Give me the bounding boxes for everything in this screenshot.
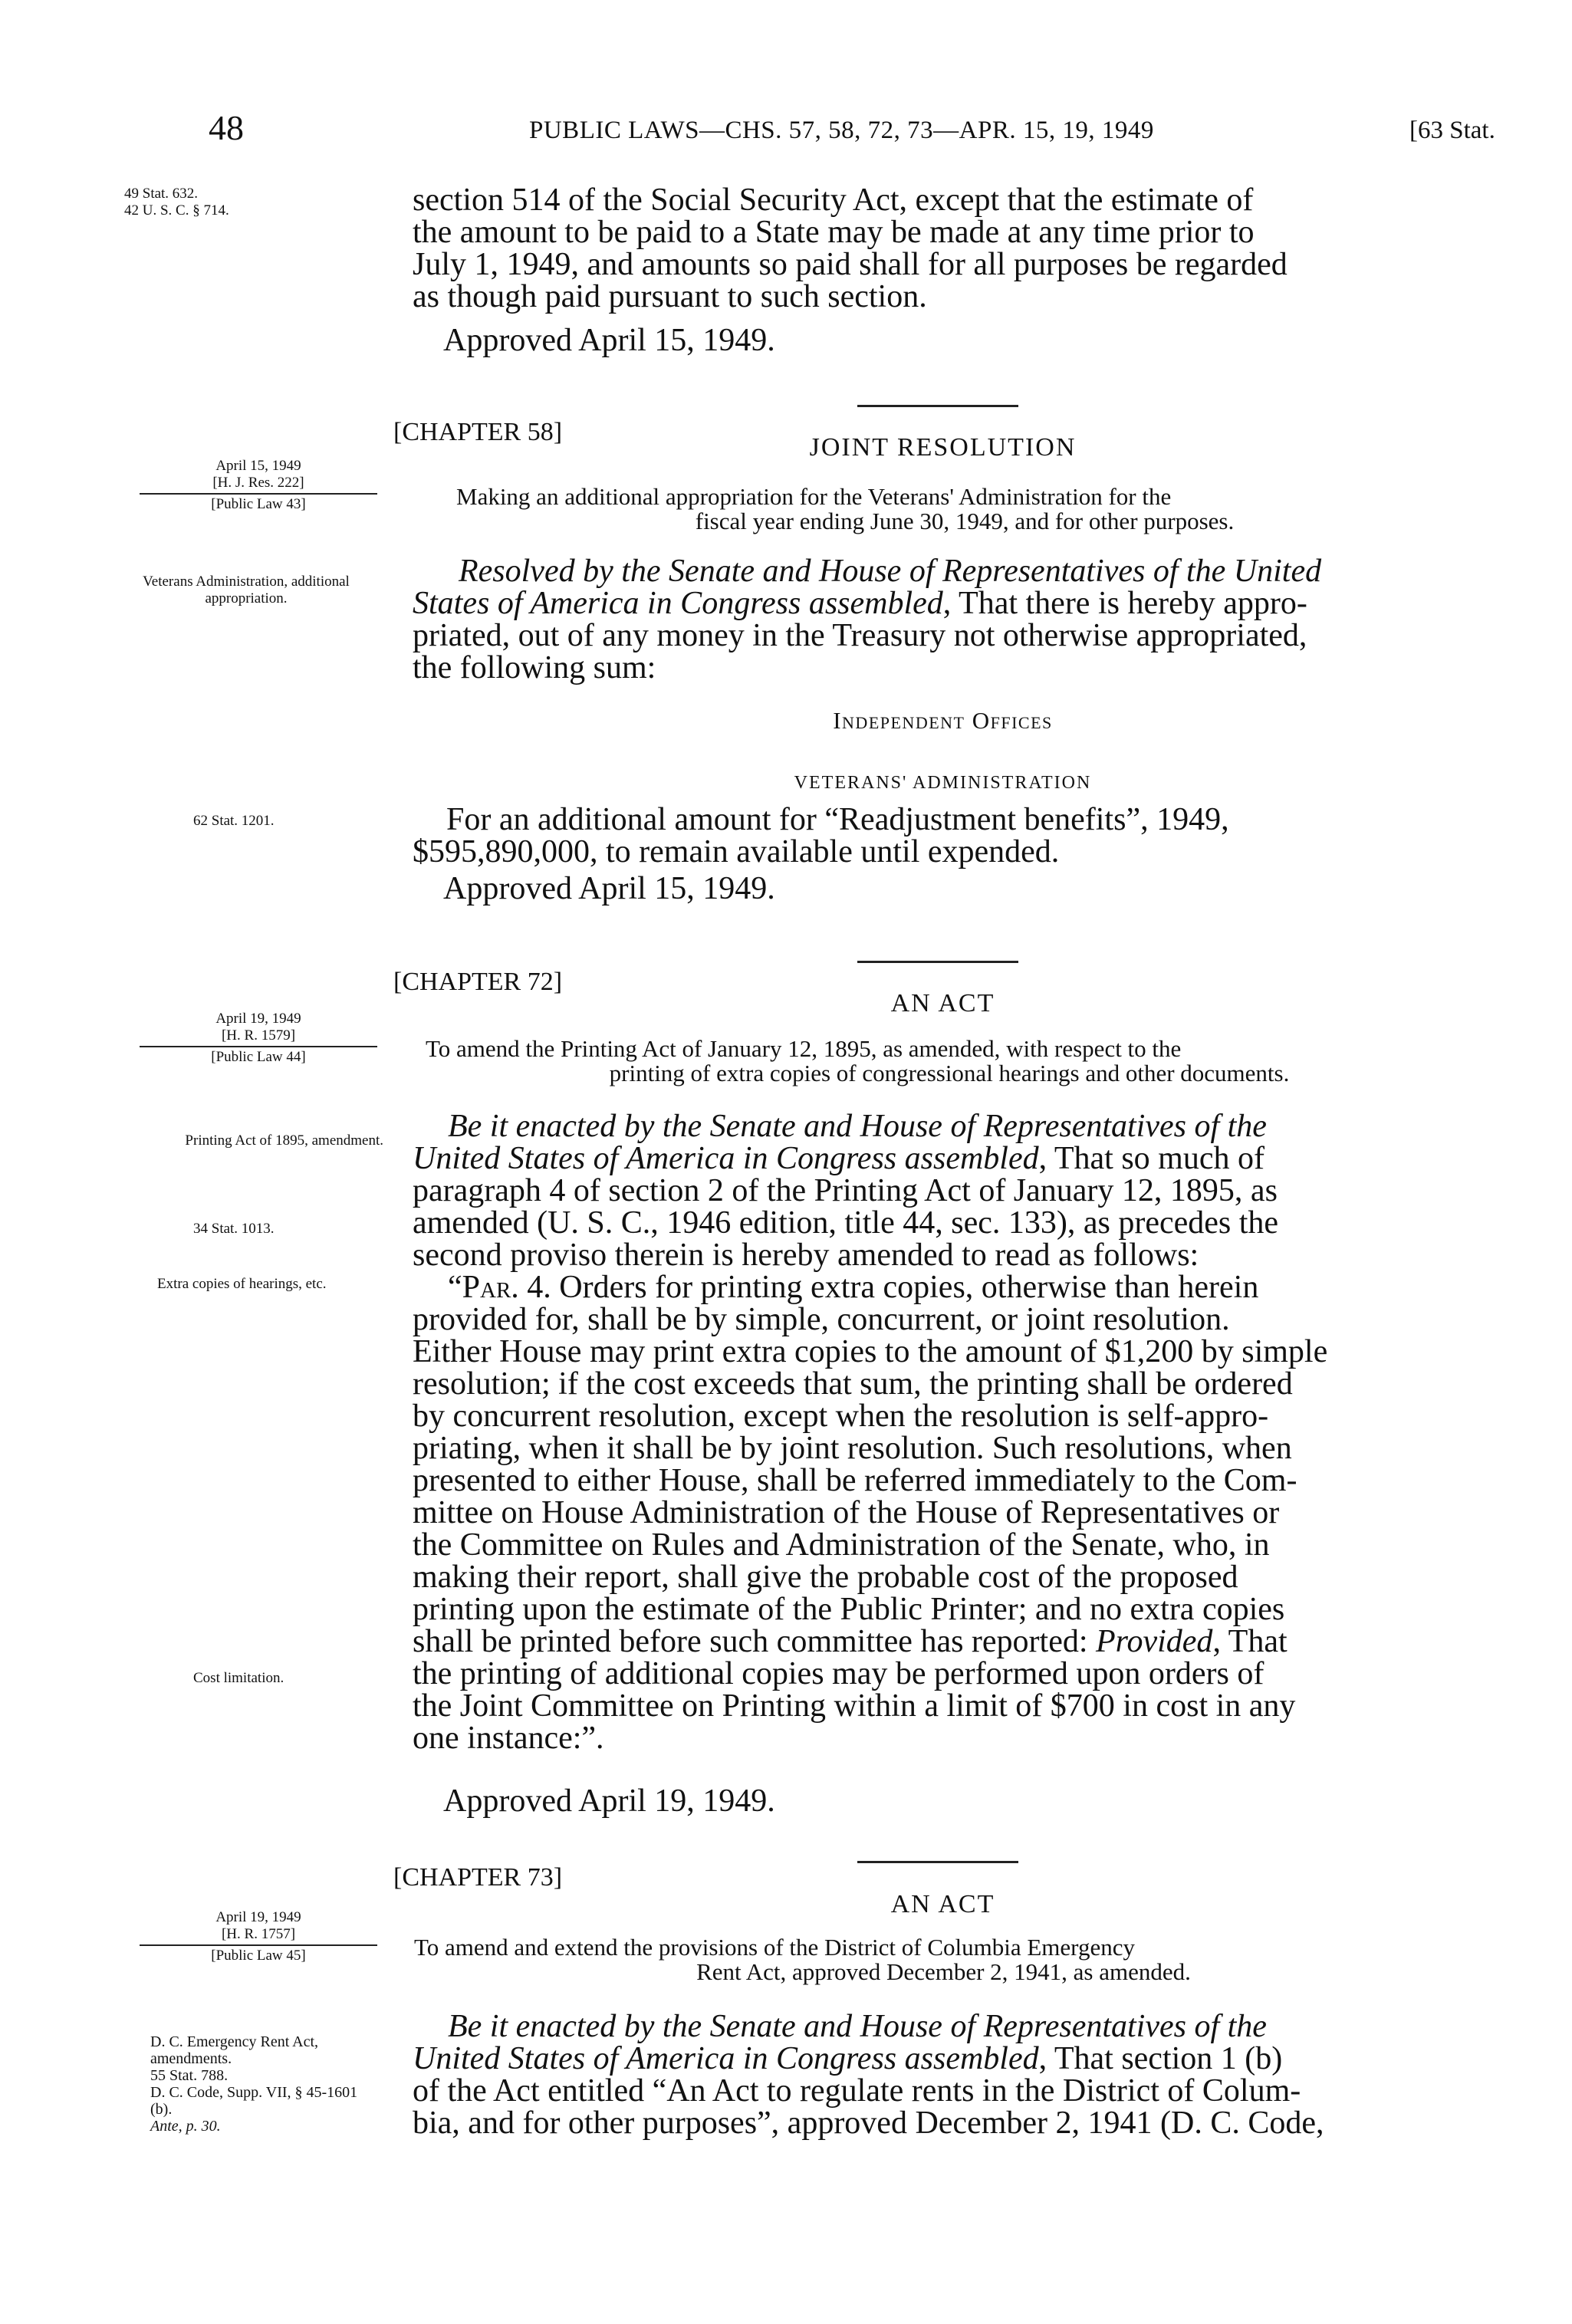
text-line: presented to either House, shall be referred immediately to the Com- [413, 1463, 1297, 1498]
text-line: paragraph 4 of section 2 of the Printing Act of January 12, 1895, as [413, 1173, 1278, 1208]
text-line: the amount to be paid to a State may be made at any time prior to [413, 215, 1255, 250]
ch58-approved: Approved April 15, 1949. [443, 871, 775, 906]
ch57-text [413, 184, 1473, 313]
enacting-italic: Be it enacted by the Senate and House of Representatives of the [448, 2009, 1267, 2044]
margin-note: 55 Stat. 788. [150, 2067, 229, 2084]
ch72-title: AN ACT [890, 989, 995, 1017]
purpose-line: printing of extra copies of congressional hearings and other documents. [609, 1060, 1290, 1086]
enacting-italic: States of America in Congress assembled [413, 586, 943, 621]
ch72-margin-note-2: 34 Stat. 1013. [193, 1221, 275, 1237]
volume-reference: [63 Stat. [1409, 117, 1495, 144]
margin-rule [140, 493, 377, 495]
enacting-italic: United States of America in Congress assembled [413, 1141, 1039, 1176]
text-line: the following sum: [413, 650, 656, 685]
text-line: priating, when it shall be by joint resolution. Such resolutions, when [413, 1431, 1292, 1466]
ch58-enacting-clause [413, 555, 1473, 684]
running-head: PUBLIC LAWS—CHS. 57, 58, 72, 73—APR. 15, 19, 1949 [529, 117, 1154, 144]
margin-rule [140, 1944, 377, 1946]
enacting-text: , That section 1 (b) [1038, 2041, 1283, 2076]
ch58-purpose [456, 485, 1473, 534]
text-line: amended (U. S. C., 1946 edition, title 44, sec. 133), as precedes the [413, 1205, 1279, 1241]
approval-date: April 19, 1949 [215, 1909, 301, 1925]
bill-number: [H. R. 1757] [221, 1926, 296, 1942]
text-line: one instance:”. [413, 1721, 604, 1756]
text-line: the Committee on Rules and Administration of the Senate, who, in [413, 1527, 1270, 1563]
ch72-margin-note-3: Extra copies of hearings, etc. [157, 1276, 327, 1292]
text-line: printing upon the estimate of the Public Printer; and no extra copies [413, 1592, 1285, 1627]
text-line: Either House may print extra copies to the amount of $1,200 by simple [413, 1334, 1328, 1369]
ch72-approved: Approved April 19, 1949. [443, 1783, 775, 1819]
ch72-margin-note-4: Cost limitation. [193, 1670, 284, 1686]
enacting-text: , That so much of [1038, 1141, 1265, 1176]
margin-note: 42 U. S. C. § 714. [124, 202, 229, 219]
public-law-number: [Public Law 45] [211, 1948, 306, 1964]
ch72-margin-id [132, 1011, 385, 1066]
text-line: , That [1212, 1624, 1288, 1659]
text-line: bia, and for other purposes”, approved December 2, 1941 (D. C. Code, [413, 2105, 1324, 2141]
ch58-chapter-label: [CHAPTER 58] [393, 418, 563, 446]
ch58-margin-id [132, 458, 385, 513]
text-line: as though paid pursuant to such section. [413, 279, 927, 314]
approval-date: April 15, 1949 [215, 458, 301, 474]
public-law-number: [Public Law 44] [211, 1049, 306, 1065]
separator-rule [857, 1861, 1018, 1863]
text-line: shall be printed before such committee has reported: [413, 1624, 1097, 1659]
ch58-heading-va: VETERANS' ADMINISTRATION [794, 773, 1092, 793]
margin-rule [140, 1046, 377, 1047]
ch58-margin-topic: Veterans Administration, additional appropriation. [143, 574, 350, 606]
ch73-purpose [414, 1935, 1473, 1984]
ch58-margin-cite: 62 Stat. 1201. [193, 813, 275, 829]
text-line: $595,890,000, to remain available until expended. [413, 834, 1060, 869]
enacting-italic: United States of America in Congress assembled [413, 2041, 1039, 2076]
bill-number: [H. R. 1579] [221, 1027, 296, 1044]
paragraph-label: “Par. [448, 1270, 519, 1305]
public-law-number: [Public Law 43] [211, 496, 306, 512]
ch73-title: AN ACT [890, 1890, 995, 1918]
text-line: resolution; if the cost exceeds that sum, the printing shall be ordered [413, 1366, 1293, 1402]
ch72-margin-note-1: Printing Act of 1895, amendment. [185, 1132, 383, 1149]
separator-rule [857, 961, 1018, 963]
margin-note: D. C. Code, Supp. VII, § 45-1601 (b). [150, 2084, 358, 2118]
ch73-margin-notes [150, 2033, 380, 2135]
approval-date: April 19, 1949 [215, 1011, 301, 1027]
purpose-line: To amend the Printing Act of January 12, 1895, as amended, with respect to the [426, 1035, 1182, 1062]
bill-number: [H. J. Res. 222] [212, 475, 304, 491]
purpose-line: To amend and extend the provisions of the District of Columbia Emergency [414, 1934, 1135, 1961]
ch57-approved: Approved April 15, 1949. [443, 323, 775, 358]
enacting-italic: Be it enacted by the Senate and House of Representatives of the [448, 1109, 1267, 1144]
text-line: section 514 of the Social Security Act, except that the estimate of [413, 182, 1254, 218]
ch73-margin-id [132, 1909, 385, 1964]
margin-note: 49 Stat. 632. [124, 186, 199, 202]
ch73-chapter-label: [CHAPTER 73] [393, 1863, 563, 1892]
ch58-appropriation [413, 804, 1473, 868]
text-line: July 1, 1949, and amounts so paid shall for all purposes be regarded [413, 247, 1288, 282]
margin-note: D. C. Emergency Rent Act, amendments. [150, 2033, 319, 2067]
text-line: the Joint Committee on Printing within a limit of $700 in cost in any [413, 1688, 1296, 1724]
purpose-line: Making an additional appropriation for the Veterans' Administration for the [456, 483, 1172, 510]
enacting-italic: Resolved by the Senate and House of Representatives of the United [459, 554, 1322, 589]
ch72-text [413, 1110, 1473, 1754]
text-line: 4. Orders for printing extra copies, otherwise than herein [518, 1270, 1259, 1305]
text-line: mittee on House Administration of the House of Representatives or [413, 1495, 1280, 1530]
text-line: the printing of additional copies may be performed upon orders of [413, 1656, 1265, 1691]
text-line: For an additional amount for “Readjustment benefits”, 1949, [446, 802, 1229, 837]
ch58-title: JOINT RESOLUTION [809, 433, 1077, 462]
text-line: by concurrent resolution, except when the resolution is self-appro- [413, 1399, 1269, 1434]
page-number: 48 [209, 108, 244, 147]
purpose-line: fiscal year ending June 30, 1949, and for other purposes. [695, 508, 1235, 534]
separator-rule [857, 405, 1018, 407]
ch72-chapter-label: [CHAPTER 72] [393, 968, 563, 996]
text-line: provided for, shall be by simple, concurrent, or joint resolution. [413, 1302, 1230, 1337]
ch72-purpose [426, 1037, 1473, 1086]
ch73-text [413, 2010, 1473, 2139]
proviso-italic: Provided [1096, 1624, 1213, 1659]
purpose-line: Rent Act, approved December 2, 1941, as amended. [696, 1958, 1191, 1985]
ch58-heading-offices: Independent Offices [833, 707, 1053, 734]
ch57-margin-notes [124, 186, 377, 219]
enacting-text: , That there is hereby appro- [942, 586, 1307, 621]
text-line: second proviso therein is hereby amended to read as follows: [413, 1238, 1199, 1273]
text-line: priated, out of any money in the Treasury not otherwise appropriated, [413, 618, 1307, 653]
text-line: making their report, shall give the probable cost of the proposed [413, 1560, 1238, 1595]
text-line: of the Act entitled “An Act to regulate rents in the District of Colum- [413, 2073, 1301, 2109]
margin-note: Ante, p. 30. [150, 2118, 221, 2135]
